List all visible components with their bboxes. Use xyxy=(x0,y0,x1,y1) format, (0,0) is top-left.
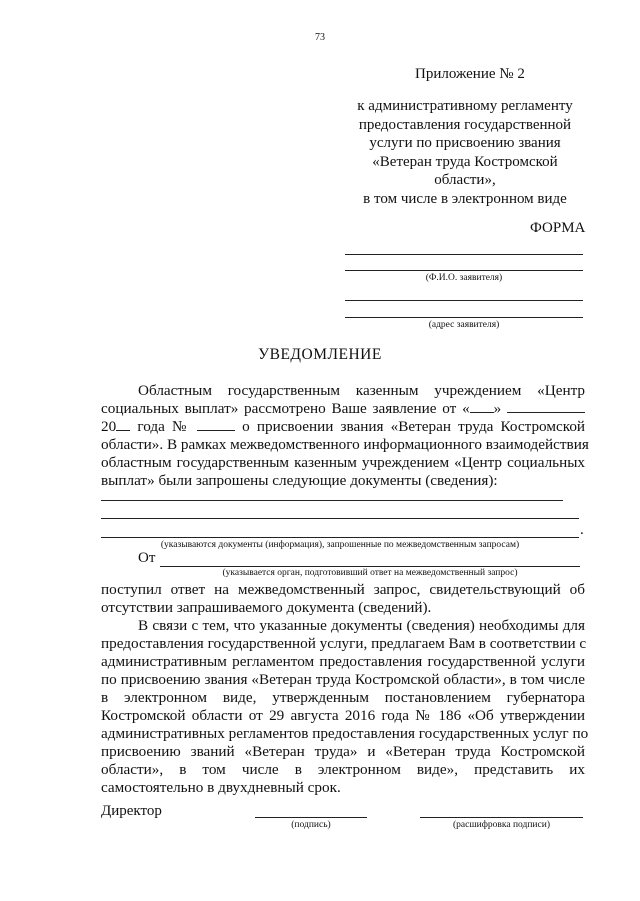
regulation-line: услуги по присвоению звания xyxy=(369,135,561,152)
form-label: ФОРМА xyxy=(530,220,586,236)
documents-end-dot: . xyxy=(580,522,584,538)
para3-line6: Костромской области от 29 августа 2016 года № 186 «Об утверждении xyxy=(101,707,585,724)
documents-line-3 xyxy=(101,537,579,538)
regulation-line: области», xyxy=(434,172,496,189)
regulation-line: в том числе в электронном виде xyxy=(363,190,567,207)
signature-caption: (подпись) xyxy=(291,820,331,830)
applicant-address-line-1 xyxy=(345,300,583,301)
para1-line3 xyxy=(101,418,585,436)
applicant-name-line-2 xyxy=(345,270,583,271)
from-line xyxy=(160,566,580,567)
signature-line xyxy=(255,817,367,818)
para1-text: » xyxy=(493,400,502,417)
para2-line2: отсутствии запрашиваемого документа (сведений). xyxy=(101,599,432,616)
para1-text: года № xyxy=(137,418,190,435)
para1-text: о присвоении звания «Ветеран труда Костромской xyxy=(242,418,586,435)
regulation-line: предоставления государственной xyxy=(358,116,572,133)
para3-line10: самостоятельно в двухдневный срок. xyxy=(101,779,341,796)
from-label: От xyxy=(138,550,156,566)
page-number: 73 xyxy=(315,32,325,43)
year-blank xyxy=(116,418,130,431)
regulation-line: к административному регламенту xyxy=(357,98,573,114)
decoding-caption: (расшифровка подписи) xyxy=(453,820,550,830)
para1-line6: выплат» были запрошены следующие документы (сведения): xyxy=(101,472,498,489)
para1-text: 20 xyxy=(101,418,117,435)
number-blank xyxy=(197,418,235,431)
para1-line1: Областным государственным казенным учреждением «Центр xyxy=(138,382,585,399)
para1-line2 xyxy=(101,400,585,418)
documents-line-2 xyxy=(101,518,579,519)
documents-caption: (указываются документы (информация), запрошенные по межведомственным запросам) xyxy=(160,540,520,550)
documents-line-1 xyxy=(101,500,563,501)
regulation-line: «Ветеран труда Костромской xyxy=(372,153,558,170)
para1-line4: области». В рамках межведомственного информационного взаимодействия xyxy=(101,436,589,453)
para3-line9: области», в том числе в электронном виде», представить их xyxy=(101,761,585,778)
para3-line1: В связи с тем, что указанные документы (сведения) необходимы для xyxy=(138,617,585,634)
month-blank xyxy=(507,400,585,413)
day-blank xyxy=(470,400,494,413)
applicant-address-caption: (адрес заявителя) xyxy=(428,320,500,330)
decoding-line xyxy=(420,817,583,818)
document-title: УВЕДОМЛЕНИЕ xyxy=(258,346,382,363)
para2-line1: поступил ответ на межведомственный запрос, свидетельствующий об xyxy=(101,581,585,598)
para3-line5: в электронном виде, утвержденным постановлением губернатора xyxy=(101,689,585,706)
para3-line8: присвоению званий «Ветеран труда» и «Ветеран труда Костромской xyxy=(101,743,585,760)
applicant-name-line-1 xyxy=(345,254,583,255)
para3-line2: предоставления государственной услуги, предлагаем Вам в соответствии с xyxy=(101,635,587,652)
appendix-label: Приложение № 2 xyxy=(415,66,525,82)
para3-line4: по присвоению звания «Ветеран труда Костромской области», в том числе xyxy=(101,671,585,688)
para3-line3: административным регламентом предоставления государственной услуги xyxy=(101,653,585,670)
regulation-reference xyxy=(340,97,590,209)
para1-line5: областным государственным казенным учреждением «Центр социальных xyxy=(101,454,585,471)
para3-line7: административных регламентов предоставления государственных услуг по xyxy=(101,725,589,742)
para1-text: социальных выплат» рассмотрено Ваше заявление от « xyxy=(101,400,470,417)
applicant-name-caption: (Ф.И.О. заявителя) xyxy=(425,273,503,283)
from-caption: (указывается орган, подготовивший ответ на межведомственный запрос) xyxy=(222,568,518,578)
director-label: Директор xyxy=(101,803,162,819)
applicant-address-line-2 xyxy=(345,317,583,318)
